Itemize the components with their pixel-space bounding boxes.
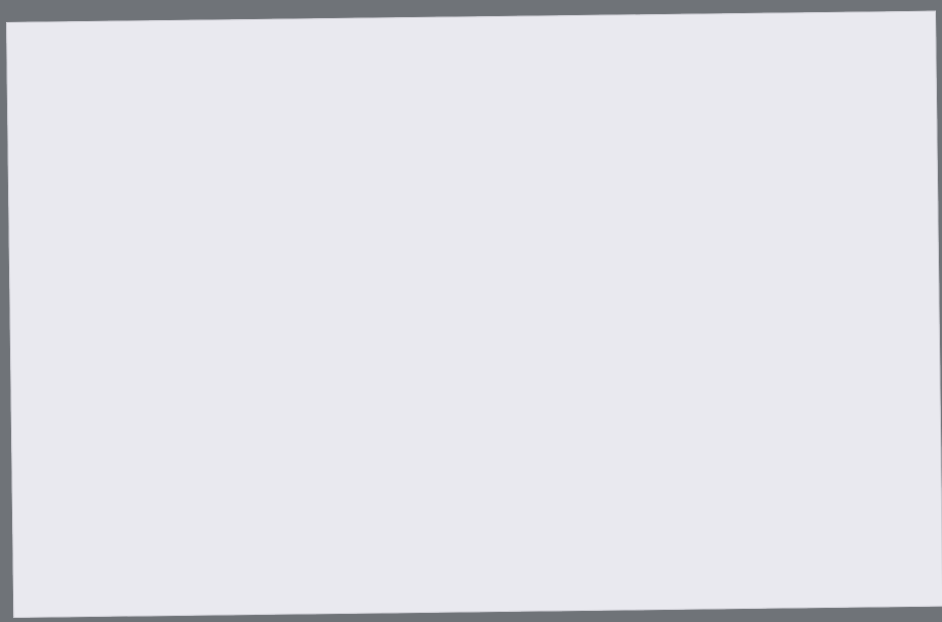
document-page [6,11,942,618]
table-grid-lines [6,11,942,622]
